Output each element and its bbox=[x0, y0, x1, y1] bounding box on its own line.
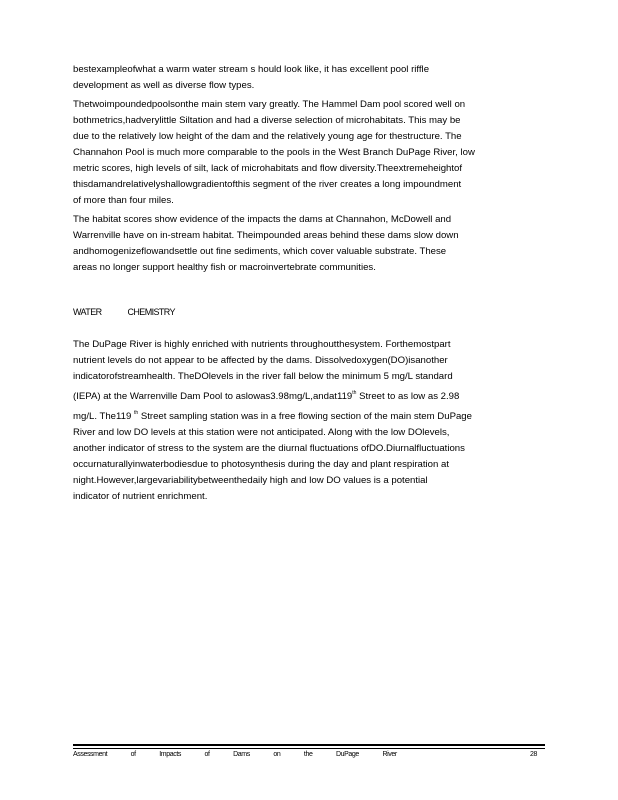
heading-word: CHEMISTRY bbox=[127, 307, 175, 317]
footer-title-word: Assessment bbox=[73, 751, 108, 758]
text-line bbox=[73, 385, 545, 405]
text-line: bothmetrics,hadverylittle Siltation and had a diverse selection of microhabitats. This may be bbox=[73, 115, 461, 126]
text-line bbox=[73, 405, 545, 425]
heading-word: WATER bbox=[73, 307, 102, 317]
superscript: th bbox=[352, 390, 357, 396]
text-line: andhomogenizeflowandsettle out fine sediments, which cover valuable substrate. These bbox=[73, 246, 447, 257]
footer-title bbox=[73, 751, 419, 758]
text-line: night.However,largevariabilitybetweenthedaily high and low DO values is a potential bbox=[73, 475, 428, 486]
paragraph-habitat-scores bbox=[73, 212, 545, 276]
text-fragment: (IEPA) at the Warrenville Dam Pool to aslowas3.98mg/L,andat119 bbox=[73, 391, 353, 402]
footer-title-word: DuPage bbox=[335, 751, 359, 758]
text-line: indicatorofstreamhealth. TheDOlevels in the river fall below the minimum 5 mg/L standard bbox=[73, 371, 453, 382]
page-footer bbox=[73, 751, 545, 758]
superscript: th bbox=[133, 410, 139, 416]
text-line: The habitat scores show evidence of the impacts the dams at Channahon, McDowell and bbox=[73, 214, 452, 225]
paragraph-habitat-intro bbox=[73, 62, 545, 94]
text-line: due to the relatively low height of the dam and the relatively young age for thestructure. The bbox=[73, 131, 462, 142]
text-line: nutrient levels do not appear to be affected by the dams. Dissolvedoxygen(DO)isanother bbox=[73, 355, 448, 366]
text-line: development as well as diverse flow types. bbox=[73, 80, 255, 91]
text-line: metric scores, high levels of silt, lack of microhabitats and flow diversity.Theextremeheightof bbox=[73, 163, 463, 174]
footer-divider-thin bbox=[73, 748, 545, 749]
text-line: areas no longer support healthy fish or macroinvertebrate communities. bbox=[73, 262, 376, 273]
text-line: bestexampleofwhat a warm water stream s hould look like, it has excellent pool riffle bbox=[73, 64, 430, 75]
text-line: another indicator of stress to the system are the diurnal fluctuations ofDO.Diurnalfluctuations bbox=[73, 443, 465, 454]
text-fragment: Street sampling station was in a free flowing section of the main stem DuPage bbox=[138, 411, 472, 422]
text-fragment: mg/L. The119 bbox=[73, 411, 134, 422]
paragraph-impounded-pools bbox=[73, 97, 545, 209]
text-line: River and low DO levels at this station were not anticipated. Along with the low DOlevels, bbox=[73, 427, 450, 438]
section-heading-water-chemistry bbox=[73, 307, 175, 317]
footer-divider bbox=[73, 744, 545, 746]
footer-title-word: of bbox=[130, 751, 136, 758]
text-line: thisdamandrelativelyshallowgradientofthis segment of the river creates a long impoundment bbox=[73, 179, 462, 190]
text-line: occurnaturallyinwaterbodiesdue to photosynthesis during the day and plant respiration at bbox=[73, 459, 449, 470]
text-line: Warrenville have on in-stream habitat. Theimpounded areas behind these dams slow down bbox=[73, 230, 459, 241]
text-line: Thetwoimpoundedpoolsonthe main stem vary greatly. The Hammel Dam pool scored well on bbox=[73, 99, 466, 110]
paragraph-water-chemistry bbox=[73, 337, 545, 505]
text-line: of more than four miles. bbox=[73, 195, 174, 206]
text-line: The DuPage River is highly enriched with nutrients throughoutthesystem. Forthemostpart bbox=[73, 339, 451, 350]
footer-title-word: Impacts bbox=[159, 751, 181, 758]
text-fragment: Street to as low as 2.98 bbox=[356, 391, 460, 402]
footer-title-word: Dams bbox=[233, 751, 250, 758]
text-line: indicator of nutrient enrichment. bbox=[73, 491, 208, 502]
footer-title-word: of bbox=[204, 751, 210, 758]
footer-title-word: the bbox=[303, 751, 313, 758]
footer-title-word: on bbox=[273, 751, 281, 758]
page-number: 28 bbox=[530, 751, 537, 758]
footer-title-word: River bbox=[382, 751, 397, 758]
text-line: Channahon Pool is much more comparable to the pools in the West Branch DuPage River, low bbox=[73, 147, 475, 158]
